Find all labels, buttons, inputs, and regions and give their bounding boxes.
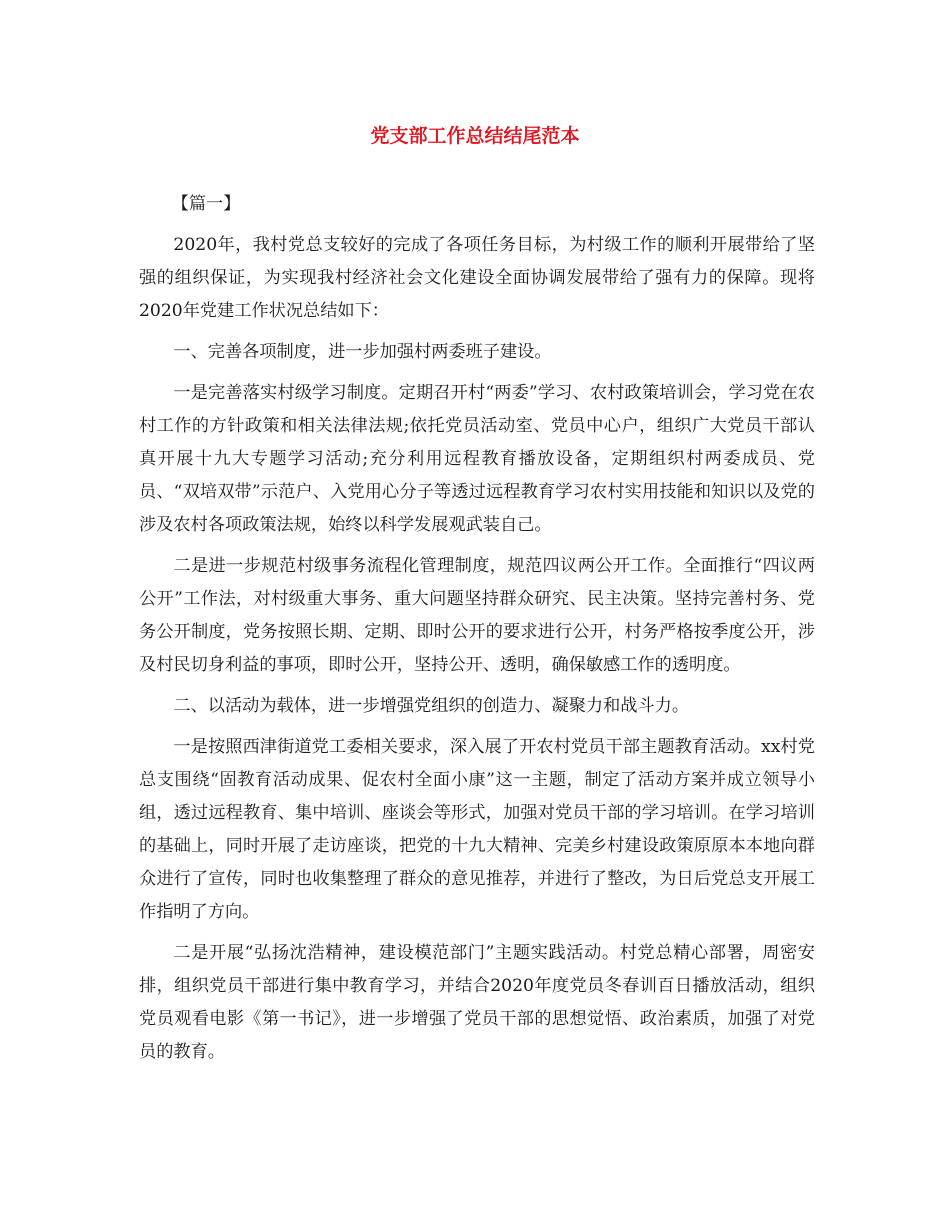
document-body bbox=[139, 188, 815, 1069]
section-tag: 【篇一】 bbox=[171, 194, 241, 214]
paragraph-intro: 2020年，我村党总支较好的完成了各项任务目标，为村级工作的顺利开展带给了坚强的组织保证，为实现我村经济社会文化建设全面协调发展带给了强有力的保障。现将2020年党建工作状况总结如下： bbox=[139, 235, 815, 321]
heading-section-1: 一、完善各项制度，进一步加强村两委班子建设。 bbox=[173, 342, 552, 362]
document-title: 党支部工作总结结尾范本 bbox=[370, 125, 580, 147]
paragraph-theme-education: 一是按照西津街道党工委相关要求，深入展了开农村党员干部主题教育活动。xx村党总支围绕“固教育活动成果、促农村全面小康”这一主题，制定了活动方案并成立领导小组，透过远程教育、集中培训、座谈会等形式，加强对党员干部的学习培训。在学习培训的基础上，同时开展了走访座谈，把党的十九大精神、完美乡村建设政策原原本本地向群众进行了宣传，同时也收集整理了群众的意见推荐，并进行了整改，为日后党总支开展工作指明了方向。 bbox=[139, 737, 815, 922]
paragraph-practice-activity: 二是开展“弘扬沈浩精神，建设模范部门”主题实践活动。村党总精心部署，周密安排，组织党员干部进行集中教育学习，并结合2020年度党员冬春训百日播放活动，组织党员观看电影《第一书记》，进一步增强了党员干部的思想觉悟、政治素质，加强了对党员的教育。 bbox=[139, 943, 815, 1062]
paragraph-affairs-system: 二是进一步规范村级事务流程化管理制度，规范四议两公开工作。全面推行“四议两公开”工作法，对村级重大事务、重大问题坚持群众研究、民主决策。坚持完善村务、党务公开制度，党务按照长期、定期、即时公开的要求进行公开，村务严格按季度公开，涉及村民切身利益的事项，即时公开，坚持公开、透明，确保敏感工作的透明度。 bbox=[139, 556, 815, 675]
heading-section-2: 二、以活动为载体，进一步增强党组织的创造力、凝聚力和战斗力。 bbox=[173, 696, 690, 716]
paragraph-study-system: 一是完善落实村级学习制度。定期召开村“两委”学习、农村政策培训会，学习党在农村工作的方针政策和相关法律法规;依托党员活动室、党员中心户，组织广大党员干部认真开展十九大专题学习活动;充分利用远程教育播放设备，定期组织村两委成员、党员、“双培双带”示范户、入党用心分子等透过远程教育学习农村实用技能和知识以及党的涉及农村各项政策法规，始终以科学发展观武装自己。 bbox=[139, 383, 815, 535]
